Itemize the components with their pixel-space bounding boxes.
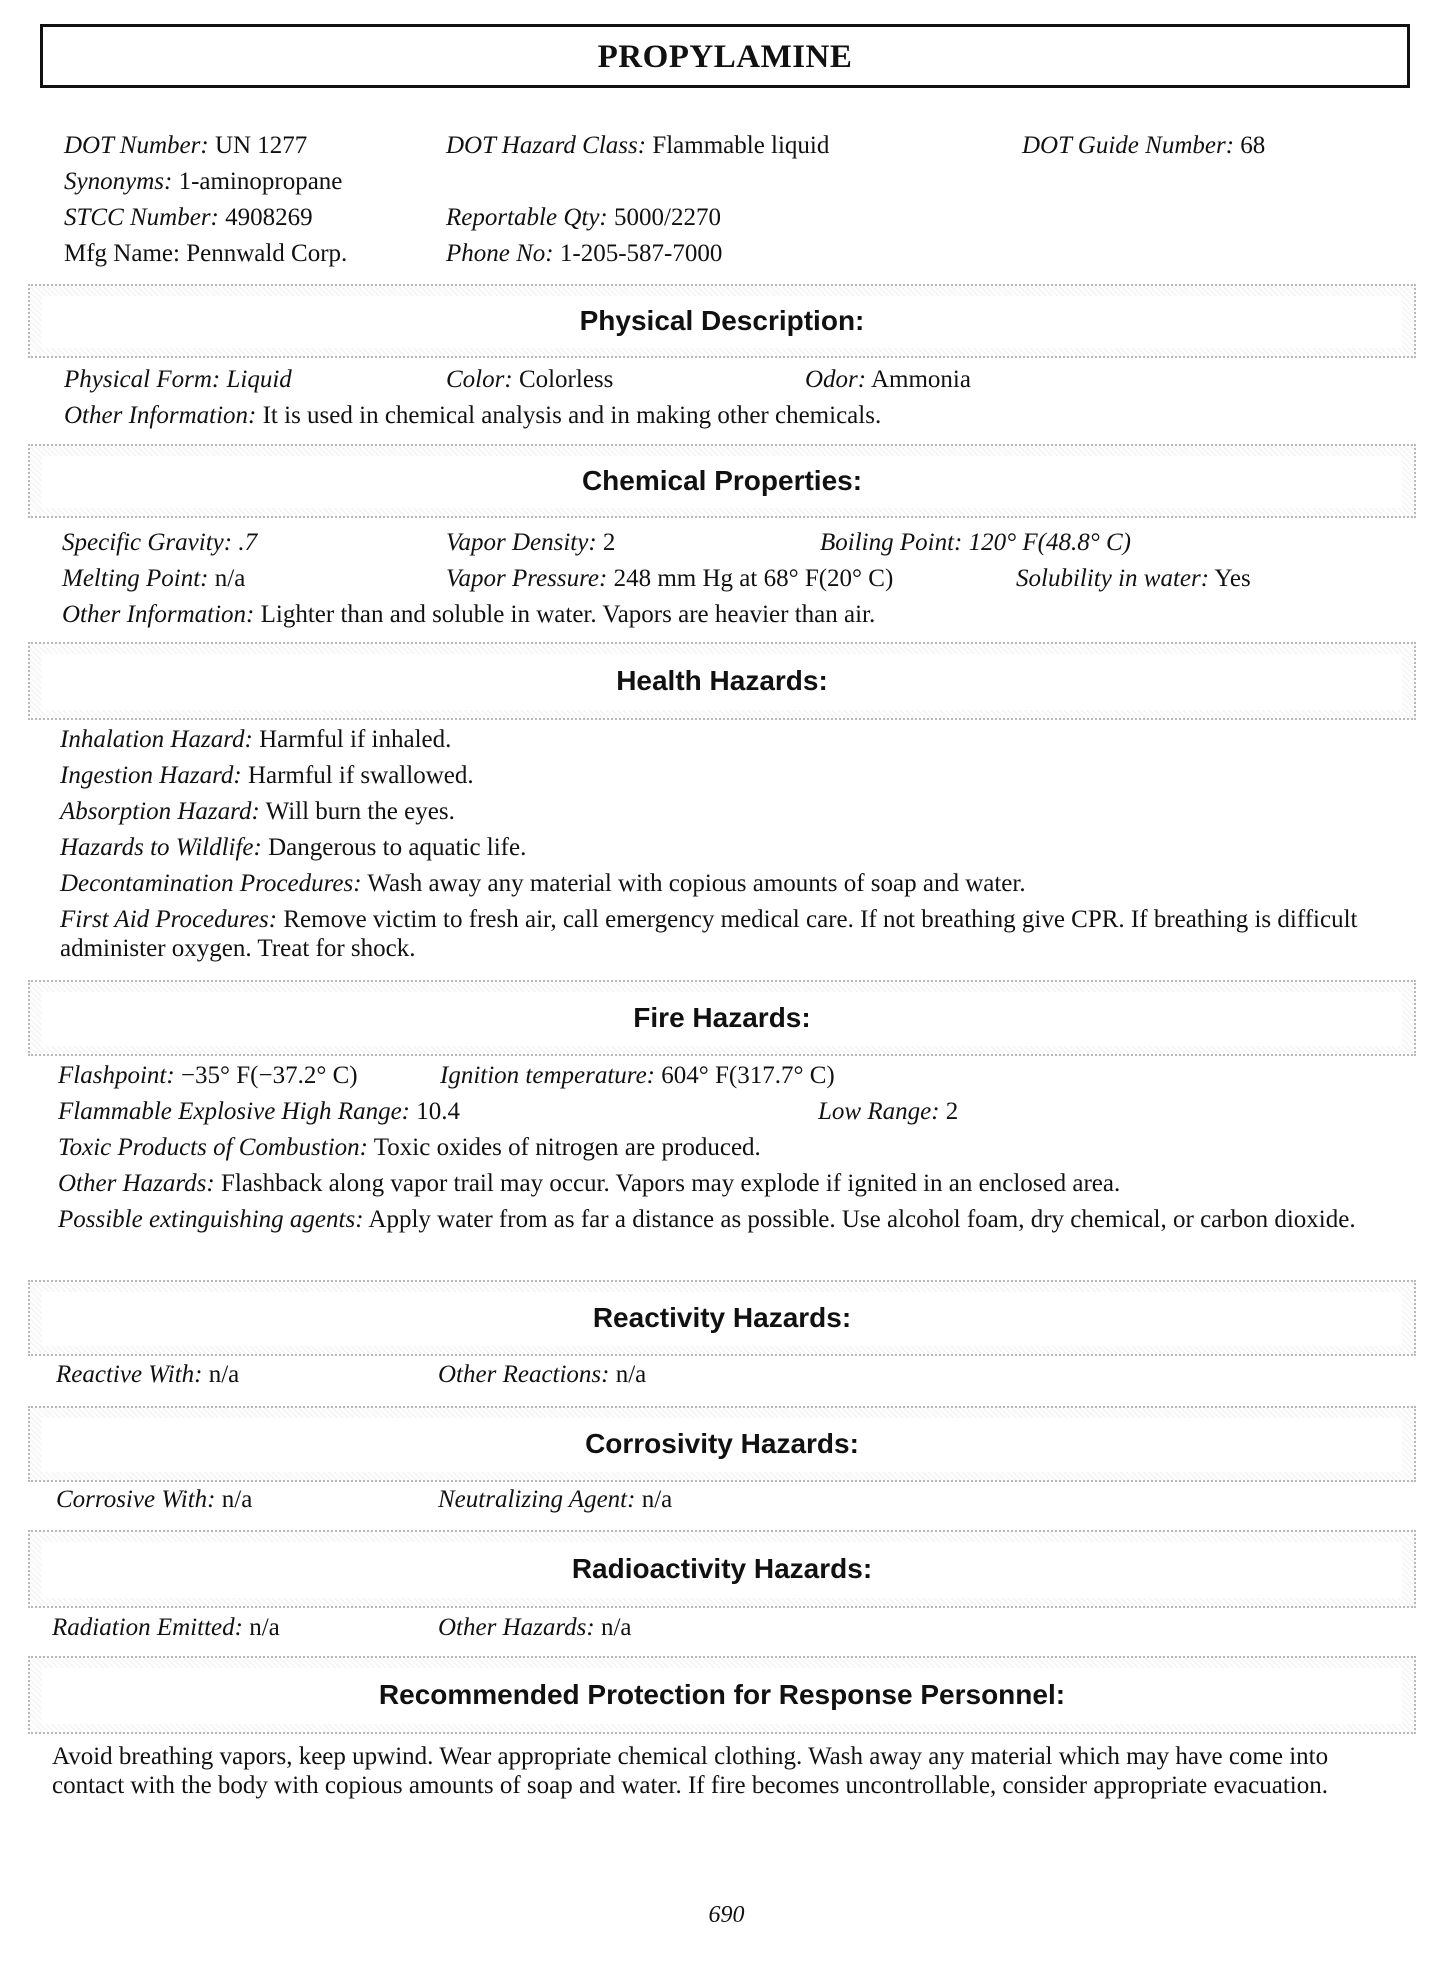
inhalation-label: Inhalation Hazard: xyxy=(60,726,253,753)
section-band-health xyxy=(28,642,1416,720)
neutralizing-agent xyxy=(438,1485,672,1515)
synonyms-label: Synonyms: xyxy=(64,168,173,195)
mfg-name-value: Pennwald Corp. xyxy=(186,240,348,267)
neutralizing-agent-value: n/a xyxy=(641,1486,673,1513)
dot-number xyxy=(64,131,307,161)
protection-text: Avoid breathing vapors, keep upwind. Wear appropriate chemical clothing. Wash away any material which may have come into contact with the body with copious amounts of soap and water. If fire becomes uncontrollable, consider appropriate evacuation. xyxy=(52,1743,1329,1799)
ignition-label: Ignition temperature: xyxy=(440,1062,656,1089)
dot-hazard-class-label: DOT Hazard Class: xyxy=(446,132,647,159)
radiation-emitted xyxy=(52,1613,280,1643)
dot-guide-number xyxy=(1022,131,1265,161)
other-reactions-label: Other Reactions: xyxy=(438,1361,610,1388)
synonyms xyxy=(64,167,342,197)
vapor-pressure-label: Vapor Pressure: xyxy=(446,565,608,592)
decontamination-procedures xyxy=(60,869,1026,899)
reactive-with-value: n/a xyxy=(208,1361,240,1388)
section-heading-chemical: Chemical Properties: xyxy=(581,465,863,496)
low-range-value: 2 xyxy=(945,1098,959,1125)
phone-no xyxy=(446,239,722,269)
vapor-density-label: Vapor Density: xyxy=(446,529,597,556)
low-range-label: Low Range: xyxy=(818,1098,940,1125)
reactive-with xyxy=(56,1360,239,1390)
absorption-hazard xyxy=(60,797,455,827)
phone-no-value: 1-205-587-7000 xyxy=(559,240,723,267)
section-heading-radioactivity: Radioactivity Hazards: xyxy=(571,1553,873,1584)
section-heading-protection: Recommended Protection for Response Personnel: xyxy=(378,1679,1066,1710)
chemical-other-info xyxy=(62,600,875,630)
flammable-low-range xyxy=(818,1097,958,1127)
extinguishing-value: Apply water from as far a distance as possible. Use alcohol foam, dry chemical, or carbon dioxide. xyxy=(368,1206,1356,1233)
other-reactions xyxy=(438,1360,646,1390)
extinguishing-label: Possible extinguishing agents: xyxy=(58,1206,364,1233)
high-range-label: Flammable Explosive High Range: xyxy=(58,1098,410,1125)
dot-number-label: DOT Number: xyxy=(64,132,209,159)
solubility-label: Solubility in water: xyxy=(1016,565,1210,592)
corrosive-with-value: n/a xyxy=(221,1486,253,1513)
section-band-fire xyxy=(28,980,1416,1056)
dot-guide-number-value: 68 xyxy=(1240,132,1266,159)
corrosive-with xyxy=(56,1485,252,1515)
first-aid-value: Remove victim to fresh air, call emergency medical care. If not breathing give CPR. If breathing is difficult administer oxygen. Treat for shock. xyxy=(60,906,1358,962)
stcc-number-value: 4908269 xyxy=(225,204,313,231)
page-title: PROPYLAMINE xyxy=(597,38,853,75)
phone-no-label: Phone No: xyxy=(446,240,554,267)
section-band-chemical xyxy=(28,444,1416,518)
physical-form xyxy=(64,365,292,395)
physical-form-label: Physical Form: xyxy=(64,366,221,393)
section-band-physical xyxy=(28,284,1416,358)
vapor-pressure xyxy=(446,564,893,594)
neutralizing-agent-label: Neutralizing Agent: xyxy=(438,1486,636,1513)
absorption-label: Absorption Hazard: xyxy=(60,798,260,825)
other-reactions-value: n/a xyxy=(615,1361,647,1388)
fire-other-hazards-label: Other Hazards: xyxy=(58,1170,215,1197)
radiation-emitted-value: n/a xyxy=(249,1614,280,1641)
corrosive-with-label: Corrosive With: xyxy=(56,1486,216,1513)
physical-other-label: Other Information: xyxy=(64,402,257,429)
specific-gravity-label: Specific Gravity: xyxy=(62,529,233,556)
wildlife-label: Hazards to Wildlife: xyxy=(60,834,262,861)
high-range-value: 10.4 xyxy=(416,1098,460,1125)
dot-hazard-class xyxy=(446,131,829,161)
vapor-density-value: 2 xyxy=(602,529,616,556)
vapor-density xyxy=(446,528,615,558)
toxic-products-label: Toxic Products of Combustion: xyxy=(58,1134,368,1161)
ignition-temperature xyxy=(440,1061,835,1091)
absorption-value: Will burn the eyes. xyxy=(265,798,455,825)
reactive-with-label: Reactive With: xyxy=(56,1361,203,1388)
toxic-products-value: Toxic oxides of nitrogen are produced. xyxy=(373,1134,761,1161)
boiling-point-value: 120° F(48.8° C) xyxy=(968,529,1131,556)
ingestion-label: Ingestion Hazard: xyxy=(60,762,242,789)
section-band-reactivity xyxy=(28,1280,1416,1356)
physical-other-value: It is used in chemical analysis and in making other chemicals. xyxy=(262,402,882,429)
dot-guide-number-label: DOT Guide Number: xyxy=(1022,132,1235,159)
reportable-qty-label: Reportable Qty: xyxy=(446,204,608,231)
physical-color xyxy=(446,365,613,395)
reportable-qty-value: 5000/2270 xyxy=(614,204,721,231)
radio-other-hazards-label: Other Hazards: xyxy=(438,1614,595,1641)
stcc-number-label: STCC Number: xyxy=(64,204,219,231)
boiling-point-label: Boiling Point: xyxy=(820,529,963,556)
title-box xyxy=(40,24,1410,88)
mfg-name xyxy=(64,239,347,269)
section-heading-physical: Physical Description: xyxy=(579,305,865,336)
physical-color-value: Colorless xyxy=(518,366,614,393)
flashpoint xyxy=(58,1061,358,1091)
decontamination-label: Decontamination Procedures: xyxy=(60,870,362,897)
physical-odor-label: Odor: xyxy=(805,366,867,393)
ingestion-hazard xyxy=(60,761,474,791)
hazards-to-wildlife xyxy=(60,833,526,863)
extinguishing-agents xyxy=(58,1205,1388,1234)
stcc-number xyxy=(64,203,313,233)
inhalation-value: Harmful if inhaled. xyxy=(259,726,452,753)
fire-other-hazards xyxy=(58,1169,1120,1199)
solubility-in-water xyxy=(1016,564,1251,594)
reportable-qty xyxy=(446,203,721,233)
vapor-pressure-value: 248 mm Hg at 68° F(20° C) xyxy=(613,565,894,592)
mfg-name-label: Mfg Name: xyxy=(64,240,180,267)
synonyms-value: 1-aminopropane xyxy=(178,168,343,195)
radio-other-hazards xyxy=(438,1613,632,1643)
melting-point-value: n/a xyxy=(214,565,246,592)
physical-odor xyxy=(805,365,971,395)
physical-form-value: Liquid xyxy=(226,366,292,393)
radio-other-hazards-value: n/a xyxy=(600,1614,632,1641)
chemical-other-value: Lighter than and soluble in water. Vapors are heavier than air. xyxy=(260,601,876,628)
section-heading-health: Health Hazards: xyxy=(616,665,828,696)
physical-odor-value: Ammonia xyxy=(870,366,971,393)
chemical-other-label: Other Information: xyxy=(62,601,255,628)
section-band-corrosivity xyxy=(28,1406,1416,1482)
decontamination-value: Wash away any material with copious amounts of soap and water. xyxy=(367,870,1026,897)
melting-point-label: Melting Point: xyxy=(62,565,209,592)
flammable-high-range xyxy=(58,1097,460,1127)
physical-color-label: Color: xyxy=(446,366,513,393)
specific-gravity xyxy=(62,528,257,558)
flashpoint-value: −35° F(−37.2° C) xyxy=(180,1062,358,1089)
section-band-radioactivity xyxy=(28,1530,1416,1608)
dot-number-value: UN 1277 xyxy=(214,132,308,159)
boiling-point xyxy=(820,528,1131,558)
flashpoint-label: Flashpoint: xyxy=(58,1062,175,1089)
melting-point xyxy=(62,564,245,594)
inhalation-hazard xyxy=(60,725,451,755)
solubility-value: Yes xyxy=(1214,565,1251,592)
section-band-protection xyxy=(28,1656,1416,1734)
section-heading-corrosivity: Corrosivity Hazards: xyxy=(585,1428,859,1459)
ignition-value: 604° F(317.7° C) xyxy=(661,1062,835,1089)
fire-other-hazards-value: Flashback along vapor trail may occur. Vapors may explode if ignited in an enclosed area. xyxy=(220,1170,1121,1197)
section-heading-reactivity: Reactivity Hazards: xyxy=(592,1302,852,1333)
radiation-emitted-label: Radiation Emitted: xyxy=(52,1614,243,1641)
toxic-products xyxy=(58,1133,761,1163)
first-aid-procedures xyxy=(60,905,1400,963)
specific-gravity-value: .7 xyxy=(238,529,258,556)
section-heading-fire: Fire Hazards: xyxy=(633,1002,811,1033)
first-aid-label: First Aid Procedures: xyxy=(60,906,278,933)
physical-other-info xyxy=(64,401,881,431)
dot-hazard-class-value: Flammable liquid xyxy=(652,132,830,159)
ingestion-value: Harmful if swallowed. xyxy=(247,762,474,789)
page-number: 690 xyxy=(708,1902,745,1928)
wildlife-value: Dangerous to aquatic life. xyxy=(268,834,527,861)
